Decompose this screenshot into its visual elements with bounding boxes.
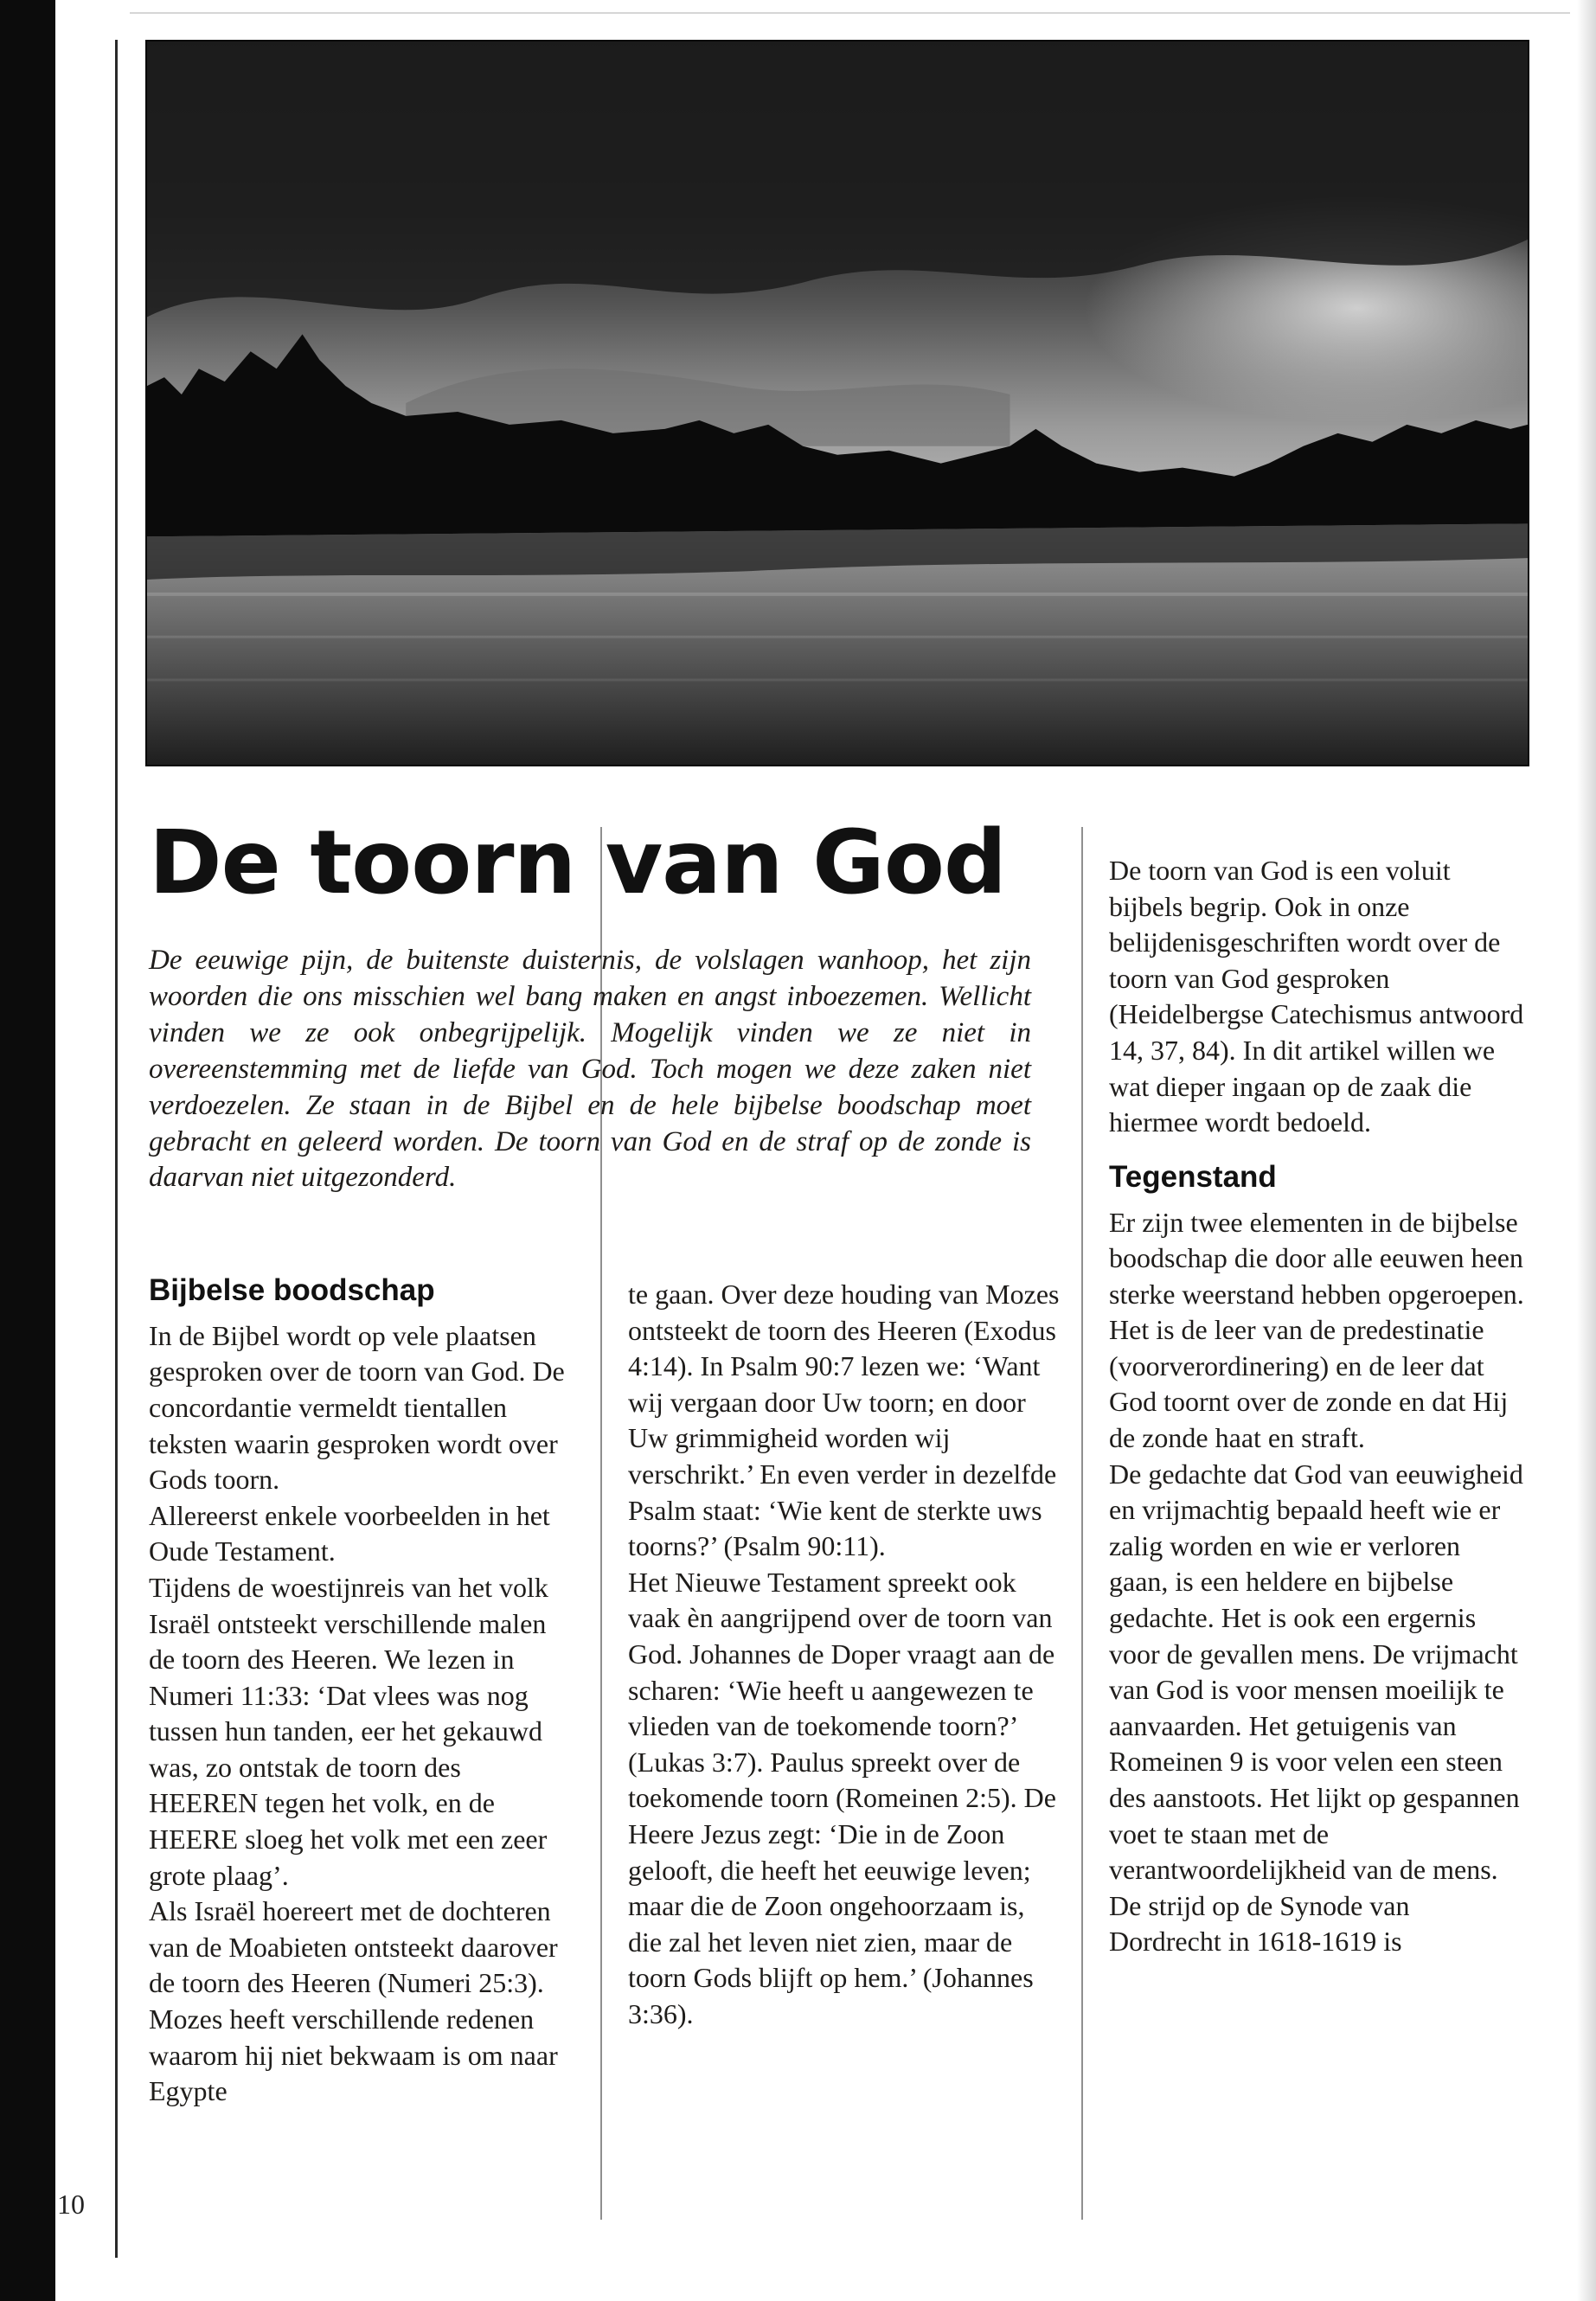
scan-edge-right (1577, 0, 1596, 2301)
article-intro: De eeuwige pijn, de buitenste duisternis, de volslagen wanhoop, het zijn woorden die ons misschien wel bang maken en angst inboezemen. Wellicht vinden we ze ook onbegrijpelijk. Mogelijk vinden we ze niet in overeenstemming met de liefde van God. Toch mogen we deze zaken niet verdoezelen. Ze staan in de Bijbel en de hele bijbelse boodschap moet gebracht en geleerd worden. De toorn van God en de straf op de zonde is daarvan niet uitgezonderd. (149, 945, 1031, 1194)
col1-paragraph-3: Tijdens de woestijnreis van het volk Israël ontsteekt verschillende malen de toorn des Heeren. We lezen in Numeri 11:33: ‘Dat vlees was nog tussen hun tanden, eer het gekauwd was, zo ontstak de toorn des HEEREN tegen het volk, en de HEERE sloeg het volk met een zeer grote plaag’. (149, 1571, 548, 1891)
col3-paragraph-2: Er zijn twee elementen in de bijbelse boodschap die door alle eeuwen heen sterke weerstand hebben opgeroepen. Het is de leer van de predestinatie (voorverordinering) en de leer dat God toornt over de zonde en dat Hij de zonde haat en straft. (1109, 1206, 1524, 1454)
section-heading-bijbelse-boodschap: Bijbelse boodschap (149, 1273, 435, 1307)
top-rule (130, 12, 1570, 14)
col1-paragraph-2: Allereerst enkele voorbeelden in het Oude Testament. (149, 1499, 550, 1567)
column-rule-2 (1081, 827, 1083, 2220)
column-3 (1109, 853, 1524, 1960)
col2-paragraph-2: Het Nieuwe Testament spreekt ook vaak èn aangrijpend over de toorn van God. Johannes de Doper vraagt aan de scharen: ‘Wie heeft u aangewezen te vlieden van de toekomende toorn?’ (Lukas 3:7). Paulus spreekt over de toekomende toorn (Romeinen 2:5). De Heere Jezus zegt: ‘Die in de Zoon gelooft, die heeft het eeuwige leven; maar die de Zoon ongehoorzaam is, die zal het leven niet zien, maar de toorn Gods blijft op hem.’ (Johannes 3:36). (628, 1566, 1056, 2029)
section-heading-tegenstand: Tegenstand (1109, 1159, 1277, 1194)
col1-paragraph-4: Als Israël hoereert met de dochteren van de Moabieten ontsteekt daarover de toorn des Heeren (Numeri 25:3). (149, 1895, 558, 1999)
page-number: 10 (57, 2189, 85, 2220)
gutter-rule (115, 40, 118, 2258)
col3-paragraph-3: De gedachte dat God van eeuwigheid en vrijmachtig bepaald heeft wie er zalig worden en wie er verloren gaan, is een heldere en bijbelse gedachte. Het is ook een ergernis voor de gevallen mens. De vrijmacht van God is voor mensen moeilijk te aanvaarden. Het getuigenis van Romeinen 9 is voor velen een steen des aanstoots. Het lijkt op gespannen voet te staan met de verantwoordelijkheid van de mens. De strijd op de Synode van Dordrecht in 1618-1619 is (1109, 1458, 1523, 1958)
scan-edge-left (0, 0, 55, 2301)
article-title: De toorn van God (149, 811, 1006, 914)
header-photo-stormy-lake (145, 40, 1529, 766)
col2-paragraph-1: te gaan. Over deze houding van Mozes ontsteekt de toorn des Heeren (Exodus 4:14). In Psalm 90:7 lezen we: ‘Want wij vergaan door Uw toorn; en door Uw grimmigheid worden wij verschrikt.’ En even verder in dezelfde Psalm staat: ‘Wie kent de sterkte uws toorns?’ (Psalm 90:11). (628, 1279, 1060, 1562)
col1-paragraph-5: Mozes heeft verschillende redenen waarom hij niet bekwaam is om naar Egypte (149, 2003, 558, 2107)
col1-paragraph-1: In de Bijbel wordt op vele plaatsen gesproken over de toorn van God. De concordantie vermeldt tientallen teksten waarin gesproken wordt over Gods toorn. (149, 1319, 565, 1496)
column-1 (149, 1272, 573, 2110)
col3-paragraph-1: De toorn van God is een voluit bijbels begrip. Ook in onze belijdenisgeschriften wordt over de toorn van God gesproken (Heidelbergse Catechismus antwoord 14, 37, 84). In dit artikel willen we wat dieper ingaan op de zaak die hiermee wordt bedoeld. (1109, 855, 1524, 1138)
column-2 (628, 1277, 1061, 2032)
